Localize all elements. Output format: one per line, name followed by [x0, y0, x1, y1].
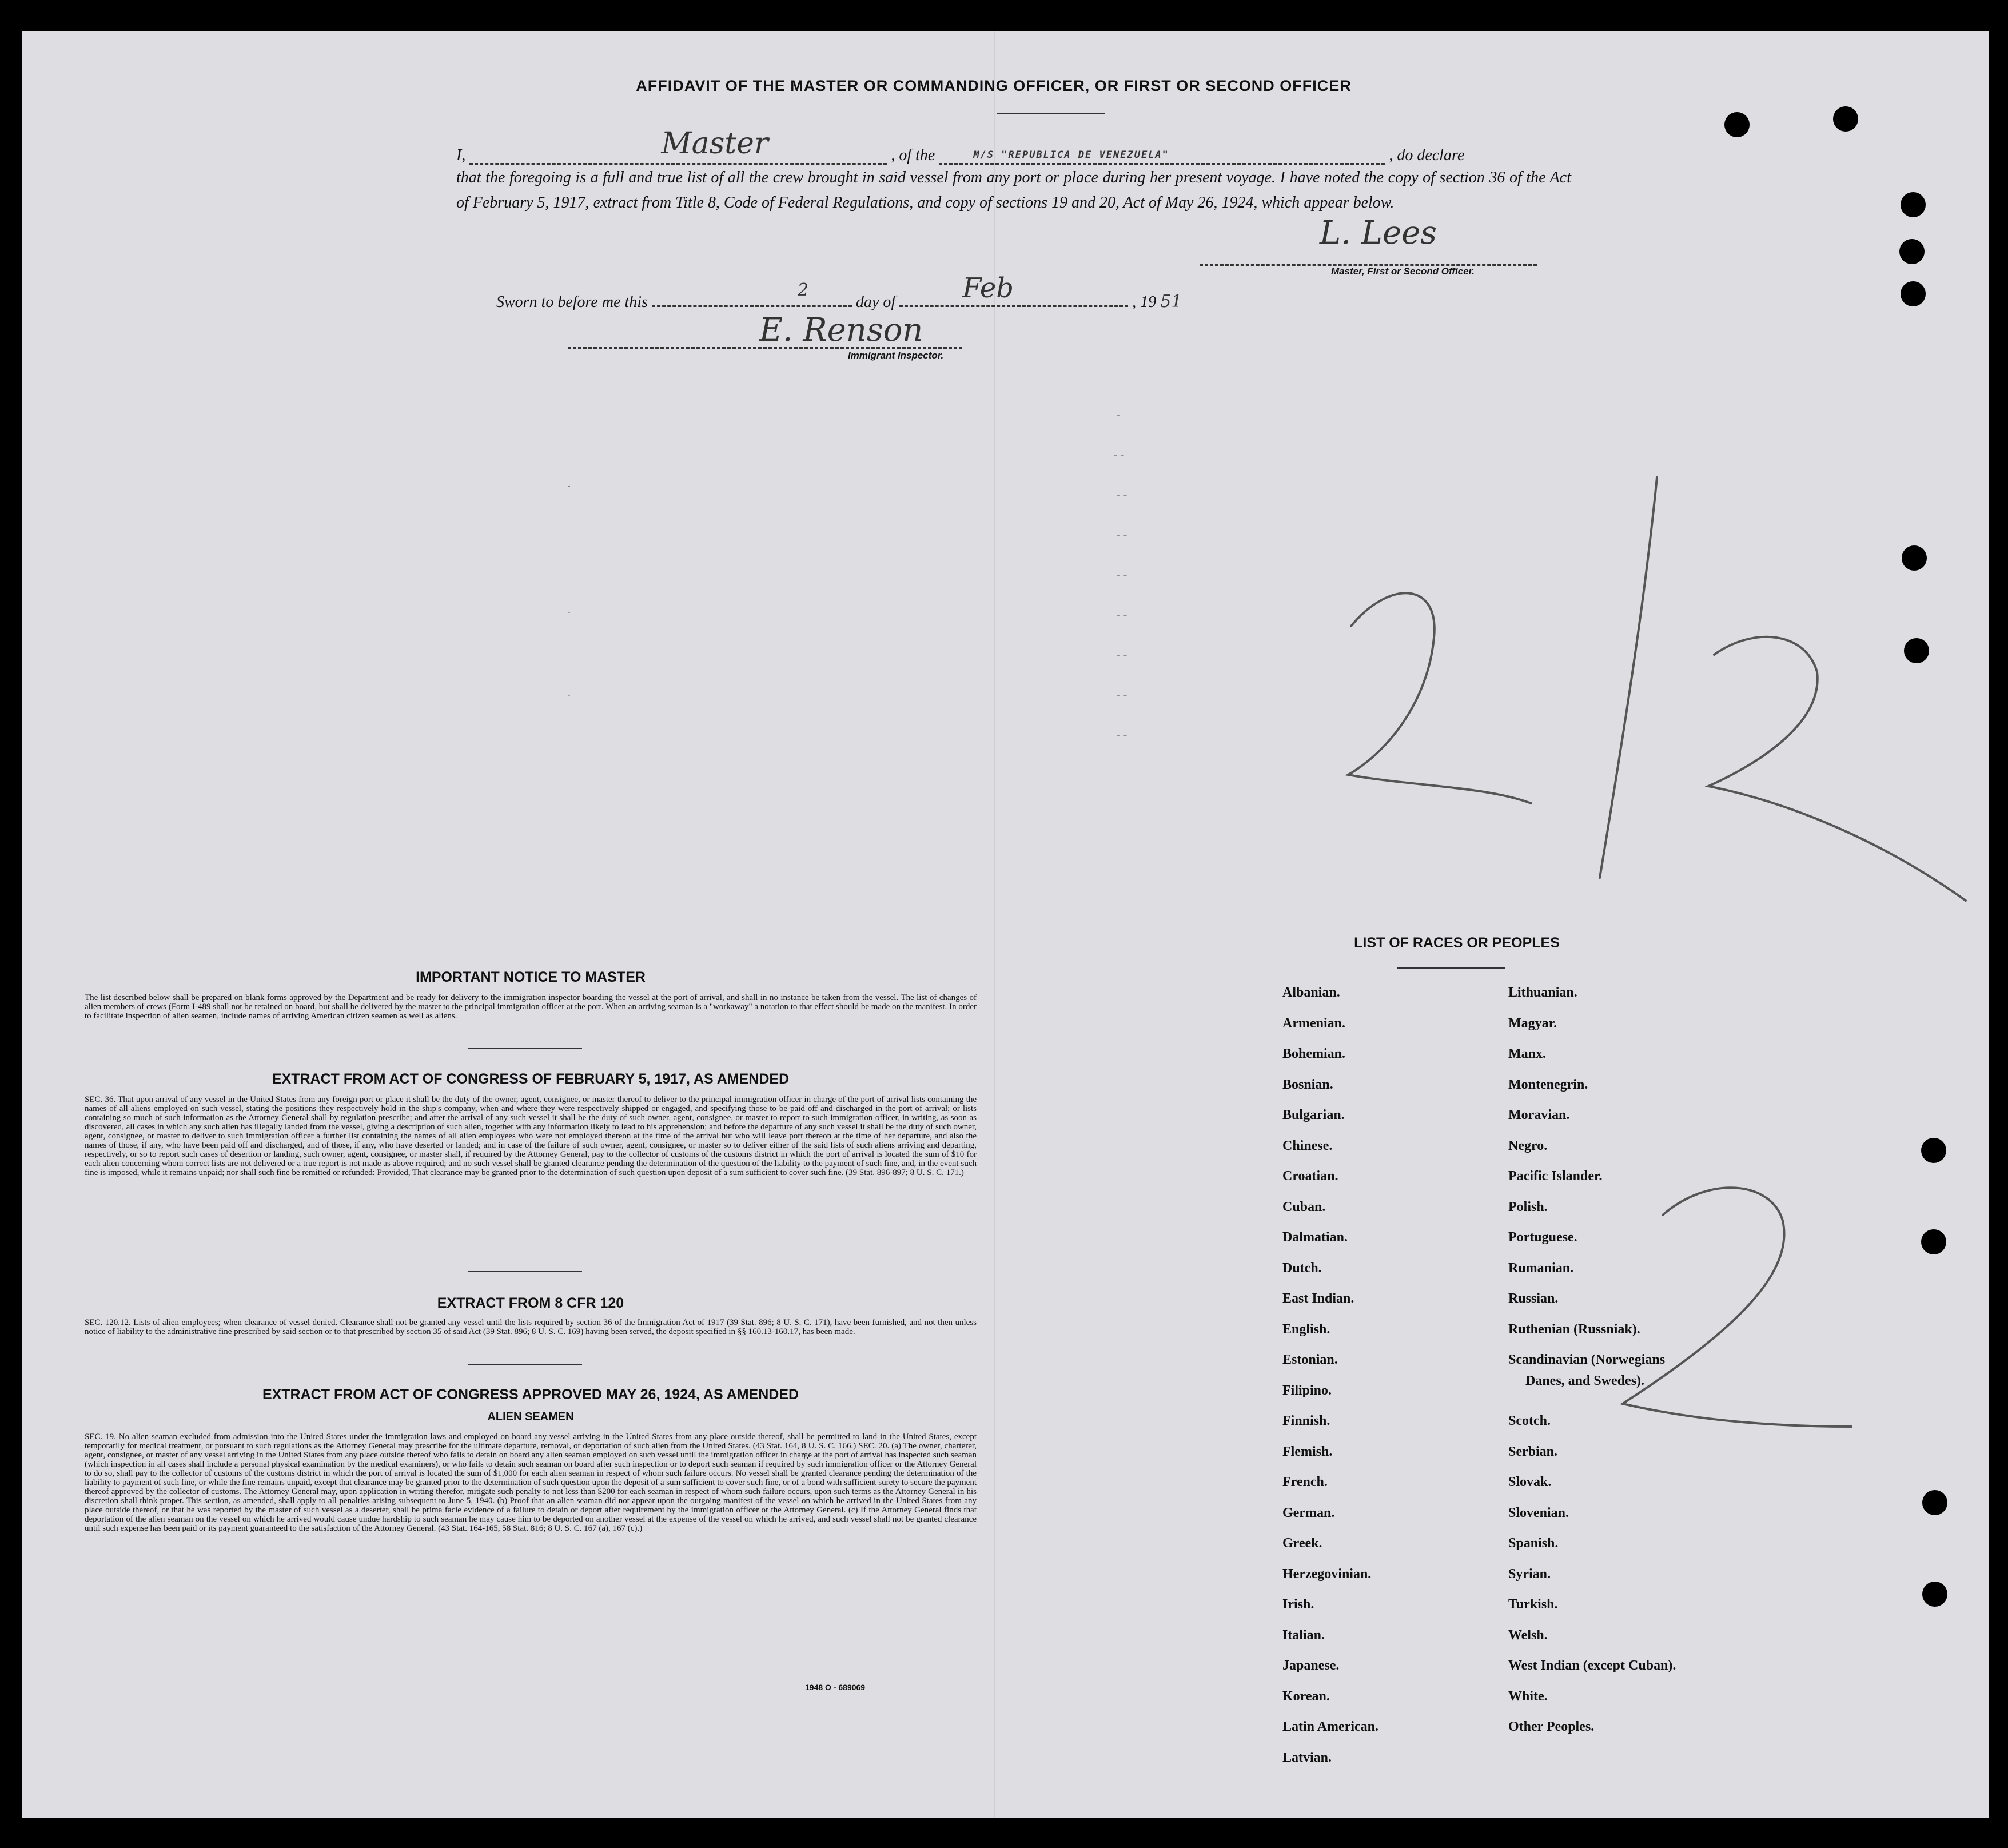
- race-item: Croatian.: [1282, 1169, 1338, 1184]
- master-signature: L. Lees: [1320, 214, 1437, 252]
- race-item: Korean.: [1282, 1688, 1330, 1704]
- race-item: English.: [1282, 1321, 1330, 1337]
- notice-body: The list described below shall be prepared on blank forms approved by the Department and be ready for delivery to the immigration inspector boarding the vessel at the port of arrival, and shall in no instance be taken from the vessel. The list of changes of alien members of crews (Form I-489 shall not be retained on board, but shall be delivered by the master to the principal immigration officer at the port. When an arriving seaman is a "workaway" a notation to that effect should be made on the manifest. In order to facilitate inspection of alien seamen, include names of arriving American citizen seamen as well as aliens.: [85, 993, 977, 1021]
- pencil-handwriting: [22, 31, 1989, 1818]
- document-page: AFFIDAVIT OF THE MASTER OR COMMANDING OFFICER, OR FIRST OR SECOND OFFICER I, Master , of the M/S "REPUBLICA DE VENEZUELA" , do declare that the foregoing is a full and true list of all the crew brought in said vessel from any port or place during her present voyage. I have noted the copy of section 36 of the Act of February 5, 1917, extract from Title 8, Code of Federal Regulations, and copy of sections 19 and 20, Act of May 26, 1924, which appear below. L. Lees Master, First or Second Officer. Sworn to before me this 2 day of Feb , 19 51 E. Renson Immigrant Inspector. IMPORTANT NOTICE TO MASTER The list described below shall be prepared on blank forms approved by the Department and be ready for delivery to the immigration inspector boarding the vessel at the port of arrival, and shall in no instance be taken from the vessel. The list of changes of alien members of crews (Form I-489 shall not be retained on board, but shall be delivered by the master to the principal immigration officer at the port. When an arriving seaman is a "workaway" a notation to that effect should be made on the manifest. In order to facilitate inspection of alien seamen, include names of arriving American citizen seamen as well as aliens. EXTRACT FROM ACT OF CONGRESS OF FEBRUARY 5, 1917, AS AMENDED SEC. 36. That upon arrival of any vessel in the United States from any foreign port or place it shall be the duty of the owner, agent, consignee, or master thereof to deliver to the principal immigration officer in charge of the port of arrival lists containing the names of all aliens employed on such vessel, stating the positions they respectively hold in the ship's company, when and where they were respectively shipped or engaged, and specifying those to be paid off and discharged in the port of arrival; or lists containing so much of such information as the Attorney General shall by regulation prescribe; and after the arrival of any such vessel it shall be the duty of such owner, agent, consignee, or master to report to such immigration officer, in writing, as soon as discovered, all cases in which any such alien has illegally landed from the vessel, giving a description of such alien, together with any information likely to lead to his apprehension; and before the departure of any such vessel it shall be the duty of such owner, agent, consignee, or master to deliver to such immigration officer a further list containing the names of all alien employees who were not employed thereon at the time of the arrival but who will leave port thereon at the time of her departure, and also the names of those, if any, who have been paid off and discharged, and of those, if any, who have deserted or landed; and in case of the failure of such owner, agent, consignee, or master so to deliver either of the said lists of such aliens arriving and departing, respectively, or so to report such cases of desertion or landing, such owner, agent, consignee, or master shall, if required by the Attorney General, pay to the collector of customs of the customs district in which the port of arrival is located the sum of $10 for each alien concerning whom correct lists are not delivered or a true report is not made as above required; and no such vessel shall be granted clearance pending the determination of the question of the liability to the payment of such fine, and, in the event such fine is imposed, while it remains unpaid; nor shall such fine be remitted or refunded: Provided, That clearance may be granted prior to the determination of such question upon deposit of a sum sufficient to cover such fine. (39 Stat. 896-897; 8 U. S. C. 171.) EXTRACT FROM 8 CFR 120 SEC. 120.12. Lists of alien employees; when clearance of vessel denied. Clearance shall not be granted any vessel until the lists required by section 36 of the Immigration Act of 1917 (39 Stat. 896; 8 U. S. C. 171), have been furnished, and not then unless notice of liability to the administrative fine prescribed by said section or to that prescribed by section 35 of said Act (39 Stat. 896; 8 U. S. C. 169) having been served, the deposit specified in §§ 160.13-160.17, has been made. EXTRACT FROM ACT OF CONGRESS APPROVED MAY 26, 1924, AS AMENDED ALIEN SEAMEN SEC. 19. No alien seaman excluded from admission into the United States under the immigration laws and employed on board any vessel arriving in the United States from any place outside thereof, shall be permitted to land in the United States, except temporarily for medical treatment, or pursuant to such regulations as the Attorney General may prescribe for the ultimate departure, removal, or deportation of such alien from the United States. (43 Stat. 164, 8 U. S. C. 166.) SEC. 20. (a) The owner, charterer, agent, consignee, or master of any vessel arriving in the United States from any place outside thereof who fails to detain on board any alien seaman employed on such vessel until the immigration officer in charge at the port of arrival has inspected such seaman (which inspection in all cases shall include a personal physical examination by the medical examiners), or who fails to detain such seaman on board after such inspection or to deport such seaman if required by such immigration officer or the Attorney General to do so, shall pay to the collector of customs of the customs district in which the port of arrival is located the sum of $1,000 for each alien seaman in respect of whom such failure occurs. No vessel shall be granted clearance pending the determination of the liability to payment of such fine, or while the fine remains unpaid, except that clearance may be granted prior to the determination of such question upon the deposit of a sum sufficient to cover such fine, or of a bond with sufficient surety to secure the payment thereof approved by the collector of customs. The Attorney General may, upon application in writing therefor, mitigate such penalty to not less than $200 for each seaman in respect of whom such failure occurs, upon such terms as the Attorney General in his discretion shall think proper. This section, as amended, shall apply to all penalties arising subsequent to June 5, 1940. (b) Proof that an alien seaman did not appear upon the outgoing manifest of the vessel on which he arrived in the United States from any place outside thereof, or that he was reported by the master of such vessel as a deserter, shall be prima facie evidence of a failure to detain or deport after requirement by the immigration officer or the Attorney General. (c) If the Attorney General finds that deportation of the alien seaman on the vessel on which he arrived would cause undue hardship to such seaman he may cause him to be deported on another vessel at the expense of the vessel on which he arrived, and such vessel shall not be granted clearance until such expense has been paid or its payment guaranteed to the satisfaction of the Attorney General. (43 Stat. 164-165, 58 Stat. 816; 8 U. S. C. 167 (a), 167 (c).) 1948 O - 689069 - - - - - - - - - - - - - - - - - . . . LIST OF RACES OR PEOPLES Albanian. Armenian. Bohemian. Bosnian. Bulgarian. Chinese. Croatian. Cuban. Dalmatian. Dutch. East Indian. English. Estonian. Filipino. Finnish. Flemish. French. German. Greek. Herzegovinian. Irish. Italian. Japanese. Korean. Latin American. Latvian. Lithuanian. Magyar. Manx. Montenegrin. Moravian. Negro. Pacific Islander. Polish. Portuguese. Rumanian. Russian. Ruthenian (Russniak). Scandinavian (Norwegians Scotch. Serbian. Slovak. Slovenian. Spanish. Syrian. Turkish. Welsh. West Indian (except Cuban). White. Other Peoples. Danes, and Swedes). 2/2 2: [22, 31, 1989, 1818]
- race-item: Lithuanian.: [1508, 985, 1577, 1000]
- race-item: Chinese.: [1282, 1138, 1333, 1153]
- sworn-year: 51: [1160, 292, 1182, 312]
- race-item: Latin American.: [1282, 1719, 1378, 1734]
- of-the-label: , of the: [891, 146, 935, 164]
- race-item: Dutch.: [1282, 1260, 1322, 1276]
- race-item: Russian.: [1508, 1291, 1559, 1306]
- binder-hole: [1901, 192, 1926, 217]
- inspector-caption: Immigrant Inspector.: [848, 350, 944, 361]
- race-item: East Indian.: [1282, 1291, 1354, 1306]
- race-item: Montenegrin.: [1508, 1077, 1588, 1092]
- race-item: Slovenian.: [1508, 1505, 1569, 1520]
- binder-hole: [1833, 106, 1858, 132]
- race-item: Cuban.: [1282, 1199, 1326, 1214]
- race-item: Bohemian.: [1282, 1046, 1346, 1061]
- sworn-day: 2: [797, 280, 809, 300]
- big-fraction-text: 2/2: [1657, 787, 1664, 794]
- print-code: 1948 O - 689069: [805, 1683, 866, 1692]
- race-item: Turkish.: [1508, 1597, 1558, 1612]
- master-caption: Master, First or Second Officer.: [1331, 266, 1475, 277]
- race-item: Manx.: [1508, 1046, 1546, 1061]
- races-title: LIST OF RACES OR PEOPLES: [1354, 935, 1560, 951]
- race-item: West Indian (except Cuban).: [1508, 1658, 1676, 1673]
- sworn-label: Sworn to before me this: [496, 293, 648, 311]
- extract-1917-title: EXTRACT FROM ACT OF CONGRESS OF FEBRUARY 5, 1917, AS AMENDED: [272, 1071, 790, 1087]
- affidavit-title: AFFIDAVIT OF THE MASTER OR COMMANDING OFFICER, OR FIRST OR SECOND OFFICER: [636, 77, 1352, 94]
- race-item: Albanian.: [1282, 985, 1340, 1000]
- sworn-month: Feb: [962, 272, 1014, 304]
- race-item: Welsh.: [1508, 1627, 1548, 1643]
- race-item: Latvian.: [1282, 1750, 1332, 1765]
- binder-hole: [1922, 1490, 1947, 1515]
- race-item: Ruthenian (Russniak).: [1508, 1321, 1640, 1337]
- declarant-handwriting: Master: [661, 126, 768, 161]
- race-item: Herzegovinian.: [1282, 1566, 1372, 1582]
- extract-1924-title: EXTRACT FROM ACT OF CONGRESS APPROVED MAY 26, 1924, AS AMENDED: [262, 1387, 799, 1403]
- extract-cfr-body: SEC. 120.12. Lists of alien employees; when clearance of vessel denied. Clearance shall not be granted any vessel until the lists required by section 36 of the Immigration Act of 1917 (39 Stat. 896; 8 U. S. C. 171), have been furnished, and not then unless notice of liability to the administrative fine prescribed by said section or to that prescribed by section 35 of said Act (39 Stat. 896; 8 U. S. C. 169) having been served, the deposit specified in §§ 160.13-160.17, has been made.: [85, 1318, 977, 1336]
- small-number-text: 2: [1657, 1422, 1660, 1428]
- race-item: Flemish.: [1282, 1444, 1333, 1459]
- race-item: Estonian.: [1282, 1352, 1338, 1367]
- race-item: Rumanian.: [1508, 1260, 1574, 1276]
- binder-hole: [1724, 112, 1750, 137]
- binder-hole: [1921, 1229, 1946, 1254]
- extract-1924-body: SEC. 19. No alien seaman excluded from admission into the United States under the immigration laws and employed on board any vessel arriving in the United States from any place outside thereof, shall be permitted to land in the United States, except temporarily for medical treatment, or pursuant to such regulations as the Attorney General may prescribe for the ultimate departure, removal, or deportation of such alien from the United States. (43 Stat. 164, 8 U. S. C. 166.) SEC. 20. (a) The owner, charterer, agent, consignee, or master of any vessel arriving in the United States from any place outside thereof who fails to detain on board any alien seaman employed on such vessel until the immigration officer in charge at the port of arrival has inspected such seaman (which inspection in all cases shall include a personal physical examination by the medical examiners), or who fails to detain such seaman on board after such inspection or to deport such seaman if required by such immigration officer or the Attorney General to do so, shall pay to the collector of customs of the customs district in which the port of arrival is located the sum of $1,000 for each alien seaman in respect of whom such failure occurs. No vessel shall be granted clearance pending the determination of the liability to payment of such fine, or while the fine remains unpaid, except that clearance may be granted prior to the determination of such question upon the deposit of a sum sufficient to cover such fine, or of a bond with sufficient surety to secure the payment thereof approved by the collector of customs. The Attorney General may, upon application in writing therefor, mitigate such penalty to not less than $200 for each seaman in respect of whom such failure occurs, upon such terms as the Attorney General in his discretion shall think proper. This section, as amended, shall apply to all penalties arising subsequent to June 5, 1940. (b) Proof that an alien seaman did not appear upon the outgoing manifest of the vessel on which he arrived in the United States from any place outside thereof, or that he was reported by the master of such vessel as a deserter, shall be prima facie evidence of a failure to detain or deport after requirement by the immigration officer or the Attorney General. (c) If the Attorney General finds that deportation of the alien seaman on the vessel on which he arrived would cause undue hardship to such seaman he may cause him to be deported on another vessel at the expense of the vessel on which he arrived, and such vessel shall not be granted clearance until such expense has been paid or its payment guaranteed to the satisfaction of the Attorney General. (43 Stat. 164-165, 58 Stat. 816; 8 U. S. C. 167 (a), 167 (c).): [85, 1432, 977, 1533]
- binder-hole: [1902, 545, 1927, 571]
- race-item: Greek.: [1282, 1536, 1322, 1551]
- race-item: Magyar.: [1508, 1015, 1557, 1031]
- binder-hole: [1901, 281, 1926, 306]
- extract-1917-body: SEC. 36. That upon arrival of any vessel in the United States from any foreign port or place it shall be the duty of the owner, agent, consignee, or master thereof to deliver to the principal immigration officer in charge of the port of arrival lists containing the names of all aliens employed on such vessel, stating the positions they respectively hold in the ship's company, when and where they were respectively shipped or engaged, and specifying those to be paid off and discharged in the port of arrival; or lists containing so much of such information as the Attorney General shall by regulation prescribe; and after the arrival of any such vessel it shall be the duty of such owner, agent, consignee, or master to report to such immigration officer, in writing, as soon as discovered, all cases in which any such alien has illegally landed from the vessel, giving a description of such alien, together with any information likely to lead to his apprehension; and before the departure of any such vessel it shall be the duty of such owner, agent, consignee, or master to deliver to such immigration officer a further list containing the names of all alien employees who were not employed thereon at the time of the arrival but who will leave port thereon at the time of her departure, and also the names of those, if any, who have been paid off and discharged, and of those, if any, who have deserted or landed; and in case of the failure of such owner, agent, consignee, or master so to deliver either of the said lists of such aliens arriving and departing, respectively, or so to report such cases of desertion or landing, such owner, agent, consignee, or master shall, if required by the Attorney General, pay to the collector of customs of the customs district in which the port of arrival is located the sum of $10 for each alien concerning whom correct lists are not delivered or a true report is not made as above required; and no such vessel shall be granted clearance pending the determination of the question of the liability to the payment of such fine, and, in the event such fine is imposed, while it remains unpaid; nor shall such fine be remitted or refunded: Provided, That clearance may be granted prior to the determination of such question upon deposit of a sum sufficient to cover such fine. (39 Stat. 896-897; 8 U. S. C. 171.): [85, 1095, 977, 1177]
- i-label: I,: [456, 146, 466, 164]
- race-item: White.: [1508, 1688, 1548, 1704]
- notice-title: IMPORTANT NOTICE TO MASTER: [416, 969, 646, 985]
- race-item: Filipino.: [1282, 1383, 1332, 1398]
- race-item: Syrian.: [1508, 1566, 1551, 1582]
- race-item: Polish.: [1508, 1199, 1548, 1214]
- race-item: Armenian.: [1282, 1015, 1345, 1031]
- race-continuation: Danes, and Swedes).: [1525, 1373, 1645, 1388]
- binder-hole: [1921, 1138, 1946, 1163]
- race-item: German.: [1282, 1505, 1335, 1520]
- race-item: Bosnian.: [1282, 1077, 1333, 1092]
- race-item: Pacific Islander.: [1508, 1169, 1603, 1184]
- binder-hole: [1922, 1582, 1947, 1607]
- race-item: Japanese.: [1282, 1658, 1340, 1673]
- race-item: Finnish.: [1282, 1413, 1330, 1428]
- binder-hole: [1904, 638, 1929, 663]
- race-item: Irish.: [1282, 1597, 1314, 1612]
- race-item: Portuguese.: [1508, 1230, 1577, 1245]
- race-item: Slovak.: [1508, 1475, 1552, 1489]
- extract-1924-subtitle: ALIEN SEAMEN: [487, 1411, 574, 1423]
- race-item: Scandinavian (Norwegians: [1508, 1352, 1666, 1367]
- declaration-text: that the foregoing is a full and true list of all the crew brought in said vessel from any port or place during her present voyage. I have noted the copy of section 36 of the Act of February 5, 1917, extract from Title 8, Code of Federal Regulations, and copy of sections 19 and 20, Act of May 26, 1924, which appear below.: [456, 169, 1571, 212]
- race-item: French.: [1282, 1475, 1328, 1489]
- vessel-name: M/S "REPUBLICA DE VENEZUELA": [973, 149, 1169, 161]
- inspector-signature: E. Renson: [759, 312, 923, 349]
- race-item: Negro.: [1508, 1138, 1548, 1153]
- race-item: Serbian.: [1508, 1444, 1558, 1459]
- day-of-label: day of: [855, 293, 896, 311]
- race-item: Dalmatian.: [1282, 1230, 1348, 1245]
- race-item: Other Peoples.: [1508, 1719, 1595, 1734]
- race-item: Bulgarian.: [1282, 1108, 1345, 1122]
- binder-hole: [1899, 239, 1925, 264]
- race-item: Spanish.: [1508, 1536, 1559, 1551]
- race-item: Scotch.: [1508, 1413, 1551, 1428]
- race-item: Italian.: [1282, 1627, 1325, 1643]
- year-prefix: , 19: [1132, 293, 1157, 311]
- do-declare-label: , do declare: [1389, 146, 1465, 164]
- extract-cfr-title: EXTRACT FROM 8 CFR 120: [437, 1295, 624, 1311]
- race-item: Moravian.: [1508, 1108, 1570, 1122]
